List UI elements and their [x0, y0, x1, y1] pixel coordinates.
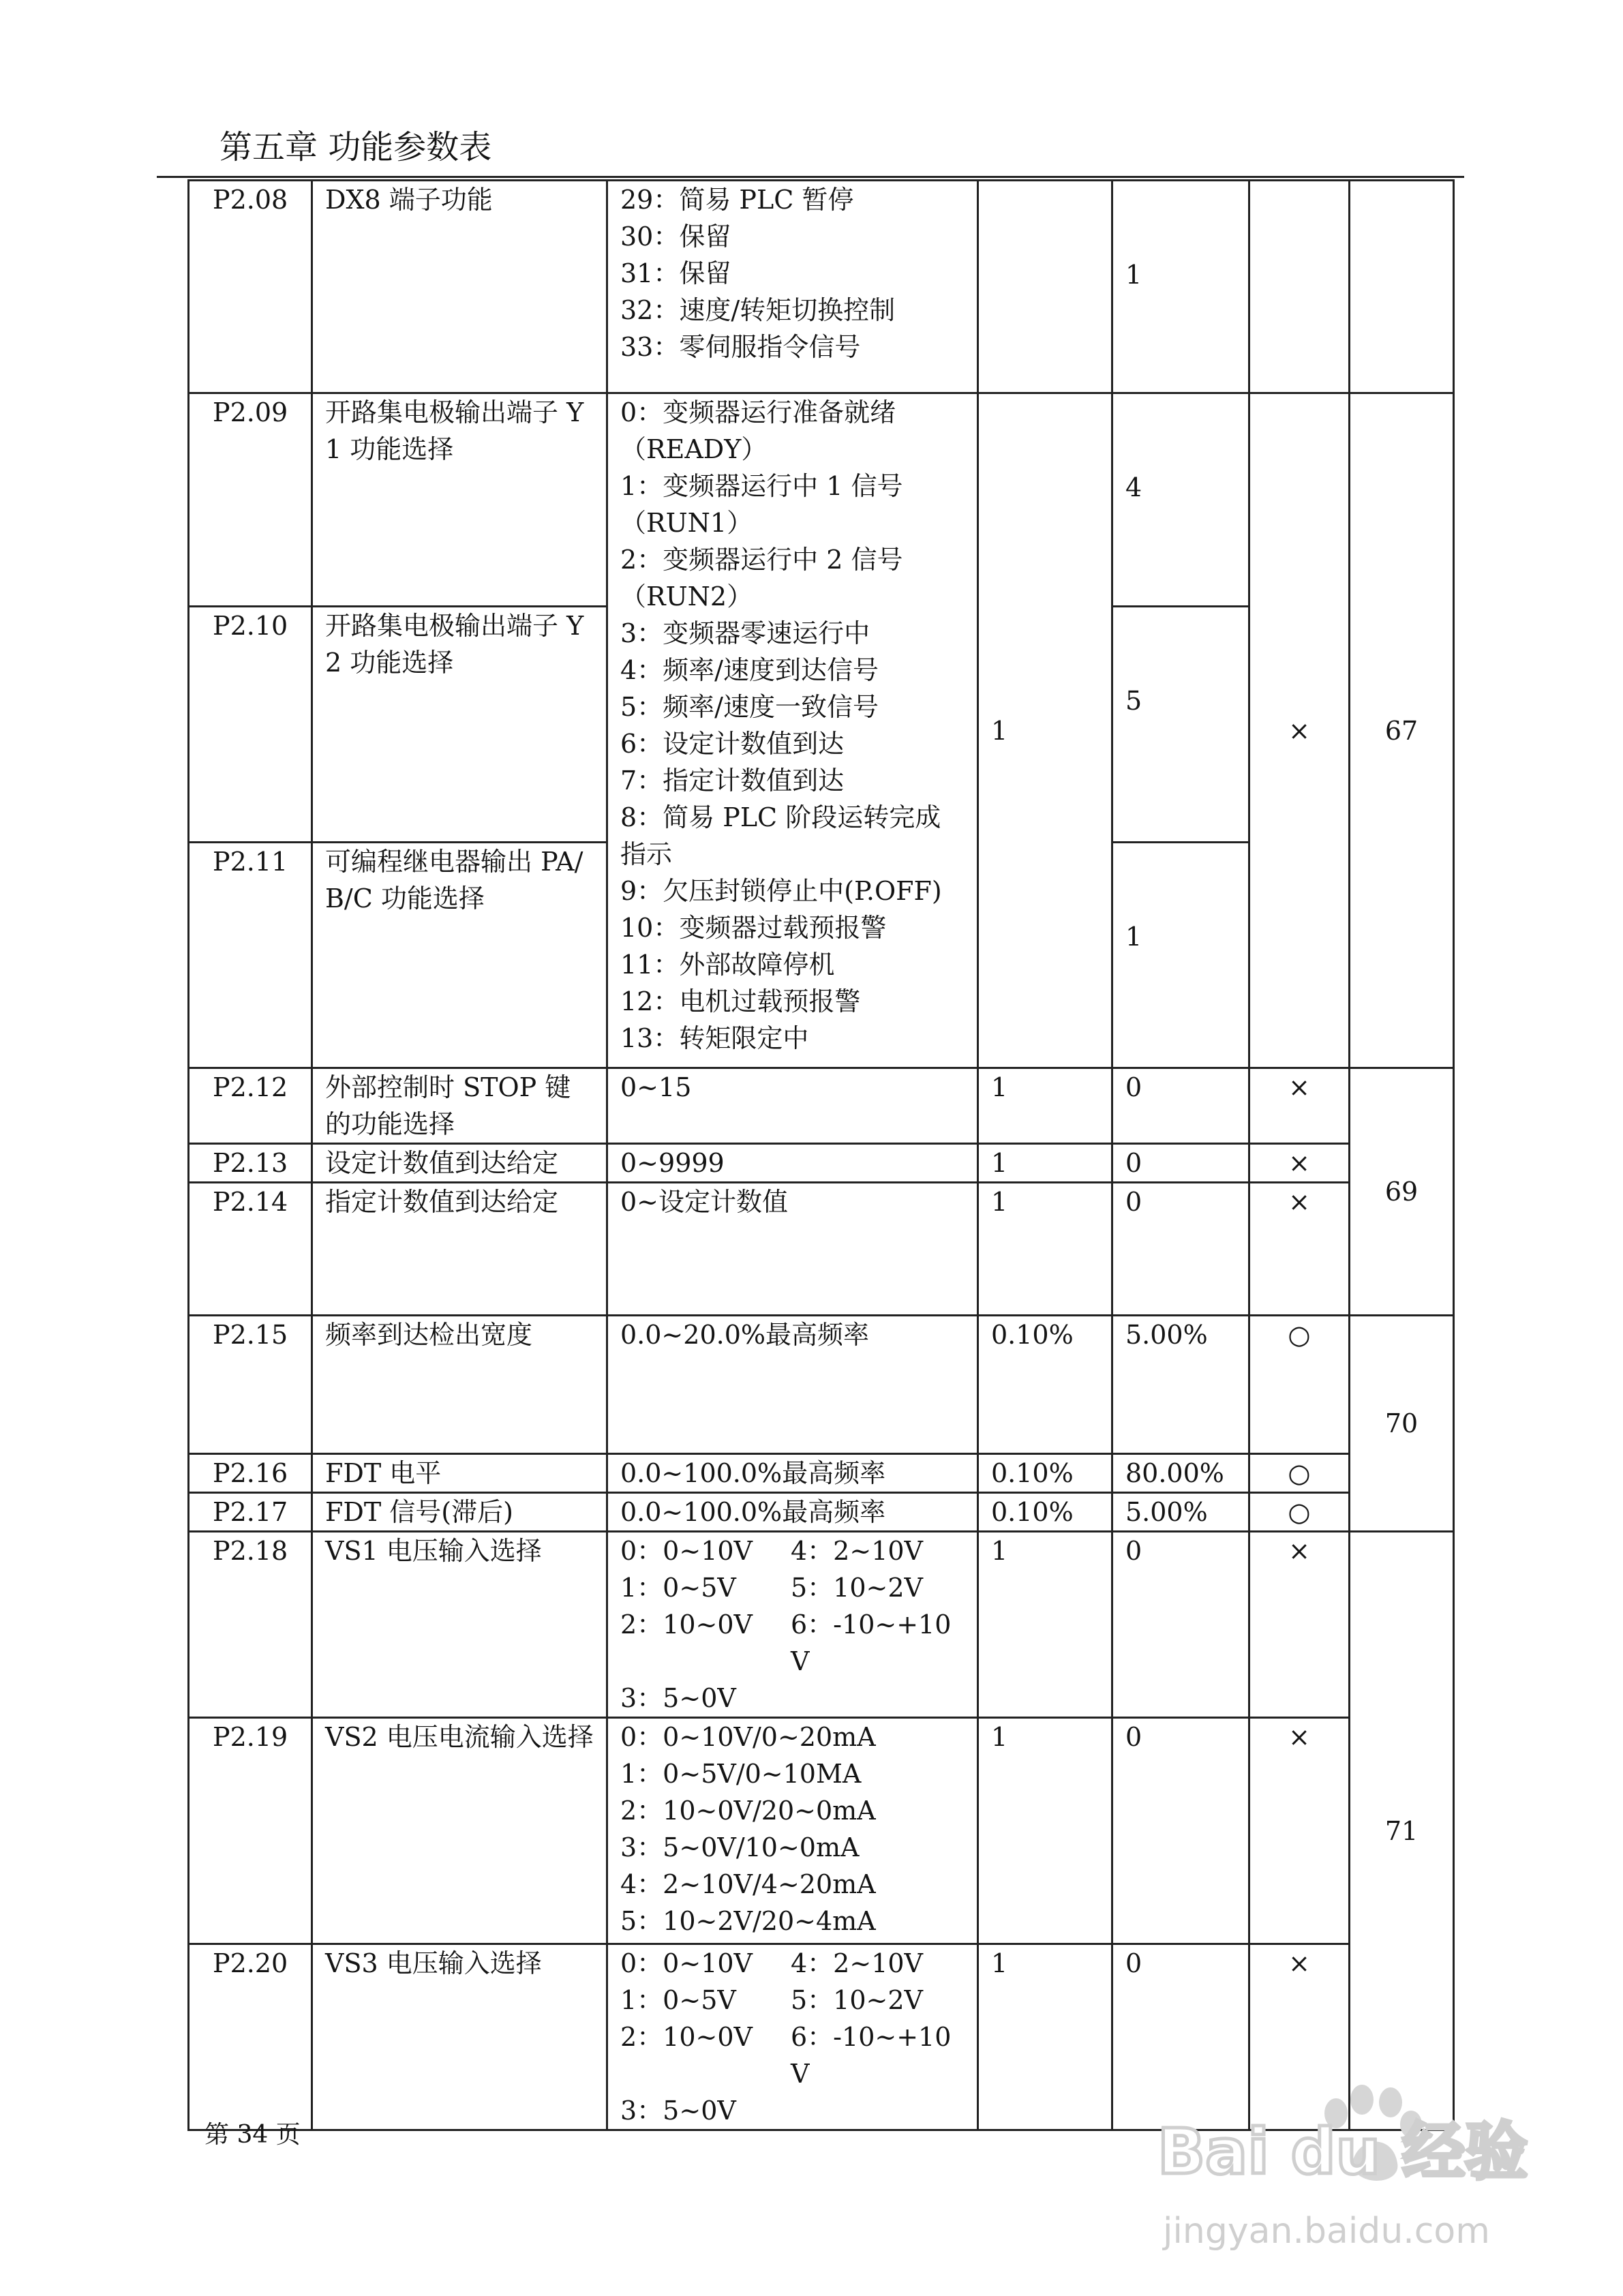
param-options: [607, 1718, 978, 1944]
table-row: [189, 1532, 1454, 1718]
param-page: 71: [1350, 1532, 1454, 2130]
option-line: 30：保留: [620, 222, 731, 252]
param-default: 0: [1112, 1068, 1249, 1144]
page-number: 第 34 页: [204, 2121, 301, 2149]
param-default: 5: [1112, 607, 1249, 843]
option-line: （READY）: [620, 434, 768, 464]
param-code: P2.16: [189, 1454, 312, 1493]
param-name: 设定计数值到达给定: [312, 1144, 607, 1183]
option-cell: 3：5~0V: [620, 2096, 736, 2126]
param-unit: 1: [978, 1718, 1112, 1944]
table-row: [189, 1316, 1454, 1454]
param-range: 0.0~100.0%最高频率: [607, 1493, 978, 1532]
param-options: [607, 393, 978, 1068]
option-line: 31：保留: [620, 258, 731, 288]
function-parameter-table: [187, 179, 1455, 2131]
table-row: [189, 1144, 1454, 1183]
option-line: 9：欠压封锁停止中(P.OFF): [620, 876, 942, 906]
param-code: P2.10: [189, 607, 312, 843]
option-cell: 3：5~0V: [620, 1683, 736, 1713]
param-name: FDT 电平: [312, 1454, 607, 1493]
param-unit: 1: [978, 1944, 1112, 2130]
param-unit: 1: [978, 393, 1112, 1068]
option-line: 32：速度/转矩切换控制: [620, 295, 896, 325]
option-line: 1：变频器运行中 1 信号: [620, 471, 903, 501]
option-line: 5：频率/速度一致信号: [620, 692, 879, 722]
param-default: 0: [1112, 1144, 1249, 1183]
watermark-logo-text: Bai du 经验: [1157, 2115, 1528, 2188]
param-default: 5.00%: [1112, 1493, 1249, 1532]
option-line: 7：指定计数值到达: [620, 766, 845, 796]
option-line: 11：外部故障停机: [620, 950, 835, 980]
param-default: 0: [1112, 1944, 1249, 2130]
option-cell: 1：0~5V: [620, 1573, 736, 1603]
param-default: 80.00%: [1112, 1454, 1249, 1493]
param-range: 0~9999: [607, 1144, 978, 1183]
param-unit: 1: [978, 1068, 1112, 1144]
option-line: 4：2~10V/4~20mA: [620, 1869, 876, 1899]
option-cell: 0：0~10V: [620, 1948, 753, 1978]
param-page: 70: [1350, 1316, 1454, 1532]
param-code: P2.14: [189, 1183, 312, 1316]
option-line: 6：设定计数值到达: [620, 729, 845, 759]
param-name: FDT 信号(滞后): [312, 1493, 607, 1532]
param-unit: 0.10%: [978, 1493, 1112, 1532]
param-unit: 0.10%: [978, 1316, 1112, 1454]
table-row: [189, 1183, 1454, 1316]
param-code: P2.11: [189, 843, 312, 1068]
param-code: P2.09: [189, 393, 312, 607]
param-modify: ×: [1249, 1183, 1350, 1316]
param-modify: ×: [1249, 1532, 1350, 1718]
param-name: VS1 电压输入选择: [312, 1532, 607, 1718]
option-cell: 1：0~5V: [620, 1985, 736, 2015]
table-row: [189, 1068, 1454, 1144]
table-row: [189, 1454, 1454, 1493]
param-name: 外部控制时 STOP 键的功能选择: [312, 1068, 607, 1144]
param-options: [607, 1944, 978, 2130]
option-line: 指示: [620, 839, 673, 869]
option-line: 0：变频器运行准备就绪: [620, 397, 896, 427]
param-name: 开路集电极输出端子 Y1 功能选择: [312, 393, 607, 607]
baidu-jingyan-watermark: [1157, 2064, 1539, 2269]
param-code: P2.13: [189, 1144, 312, 1183]
option-line: 8：简易 PLC 阶段运转完成: [620, 802, 941, 832]
table-row: [189, 1493, 1454, 1532]
param-name: 指定计数值到达给定: [312, 1183, 607, 1316]
chapter-title: 第五章 功能参数表: [219, 128, 492, 166]
param-modify: ○: [1249, 1493, 1350, 1532]
param-modify: ○: [1249, 1454, 1350, 1493]
watermark-url-text: jingyan.baidu.com: [1163, 2211, 1490, 2252]
option-line: 4：频率/速度到达信号: [620, 655, 879, 685]
option-line: （RUN1）: [620, 508, 753, 538]
option-line: 0：0~10V/0~20mA: [620, 1722, 876, 1752]
param-range: 0~15: [607, 1068, 978, 1144]
param-unit: 1: [978, 1144, 1112, 1183]
option-cell: 6：-10~+10V: [791, 1610, 952, 1676]
param-modify: ×: [1249, 1144, 1350, 1183]
option-cell: [791, 2092, 965, 2129]
table-row: [189, 393, 1454, 607]
option-cell: 5：10~2V: [791, 1573, 923, 1603]
param-unit: [978, 181, 1112, 393]
option-line: 12：电机过载预报警: [620, 986, 861, 1016]
option-cell: 5：10~2V: [791, 1985, 923, 2015]
table-row: [189, 1718, 1454, 1944]
option-cell: [791, 1680, 965, 1717]
param-page: 69: [1350, 1068, 1454, 1316]
option-line: 3：变频器零速运行中: [620, 618, 870, 648]
param-default: 0: [1112, 1183, 1249, 1316]
param-modify: [1249, 181, 1350, 393]
param-name: VS3 电压输入选择: [312, 1944, 607, 2130]
param-default: 4: [1112, 393, 1249, 607]
param-default: 1: [1112, 181, 1249, 393]
option-line: 3：5~0V/10~0mA: [620, 1832, 860, 1862]
param-default: 0: [1112, 1532, 1249, 1718]
param-unit: 0.10%: [978, 1454, 1112, 1493]
param-modify: ×: [1249, 1718, 1350, 1944]
param-unit: 1: [978, 1183, 1112, 1316]
param-options: [607, 1532, 978, 1718]
header-rule: [157, 176, 1464, 178]
table-row: [189, 181, 1454, 393]
param-modify: ×: [1249, 1944, 1350, 2130]
param-code: P2.08: [189, 181, 312, 393]
option-line: 13：转矩限定中: [620, 1023, 809, 1053]
param-range: 0.0~100.0%最高频率: [607, 1454, 978, 1493]
option-cell: 2：10~0V: [620, 2022, 753, 2052]
option-cell: 0：0~10V: [620, 1536, 753, 1566]
param-name: VS2 电压电流输入选择: [312, 1718, 607, 1944]
param-default: 1: [1112, 843, 1249, 1068]
option-cell: 4：2~10V: [791, 1948, 923, 1978]
option-line: 5：10~2V/20~4mA: [620, 1906, 876, 1936]
param-range: 0~设定计数值: [607, 1183, 978, 1316]
param-name: 频率到达检出宽度: [312, 1316, 607, 1454]
option-line: 2：10~0V/20~0mA: [620, 1796, 876, 1826]
option-line: 10：变频器过载预报警: [620, 913, 887, 943]
param-name: 可编程继电器输出 PA/B/C 功能选择: [312, 843, 607, 1068]
option-line: 29：简易 PLC 暂停: [620, 185, 854, 215]
param-code: P2.20: [189, 1944, 312, 2130]
param-code: P2.18: [189, 1532, 312, 1718]
param-range: 0.0~20.0%最高频率: [607, 1316, 978, 1454]
param-modify: ×: [1249, 393, 1350, 1068]
param-code: P2.15: [189, 1316, 312, 1454]
param-code: P2.17: [189, 1493, 312, 1532]
param-unit: 1: [978, 1532, 1112, 1718]
option-cell: 6：-10~+10V: [791, 2022, 952, 2089]
option-cell: 4：2~10V: [791, 1536, 923, 1566]
param-default: 5.00%: [1112, 1316, 1249, 1454]
param-modify: ○: [1249, 1316, 1350, 1454]
param-default: 0: [1112, 1718, 1249, 1944]
option-line: 2：变频器运行中 2 信号: [620, 545, 903, 575]
param-name: 开路集电极输出端子 Y2 功能选择: [312, 607, 607, 843]
param-page: 67: [1350, 393, 1454, 1068]
param-options: [607, 181, 978, 393]
option-line: 1：0~5V/0~10MA: [620, 1759, 862, 1789]
param-code: P2.19: [189, 1718, 312, 1944]
param-page: [1350, 181, 1454, 393]
param-modify: ×: [1249, 1068, 1350, 1144]
param-code: P2.12: [189, 1068, 312, 1144]
param-name: DX8 端子功能: [312, 181, 607, 393]
option-line: （RUN2）: [620, 581, 753, 611]
option-line: 33：零伺服指令信号: [620, 332, 861, 362]
option-cell: 2：10~0V: [620, 1610, 753, 1640]
